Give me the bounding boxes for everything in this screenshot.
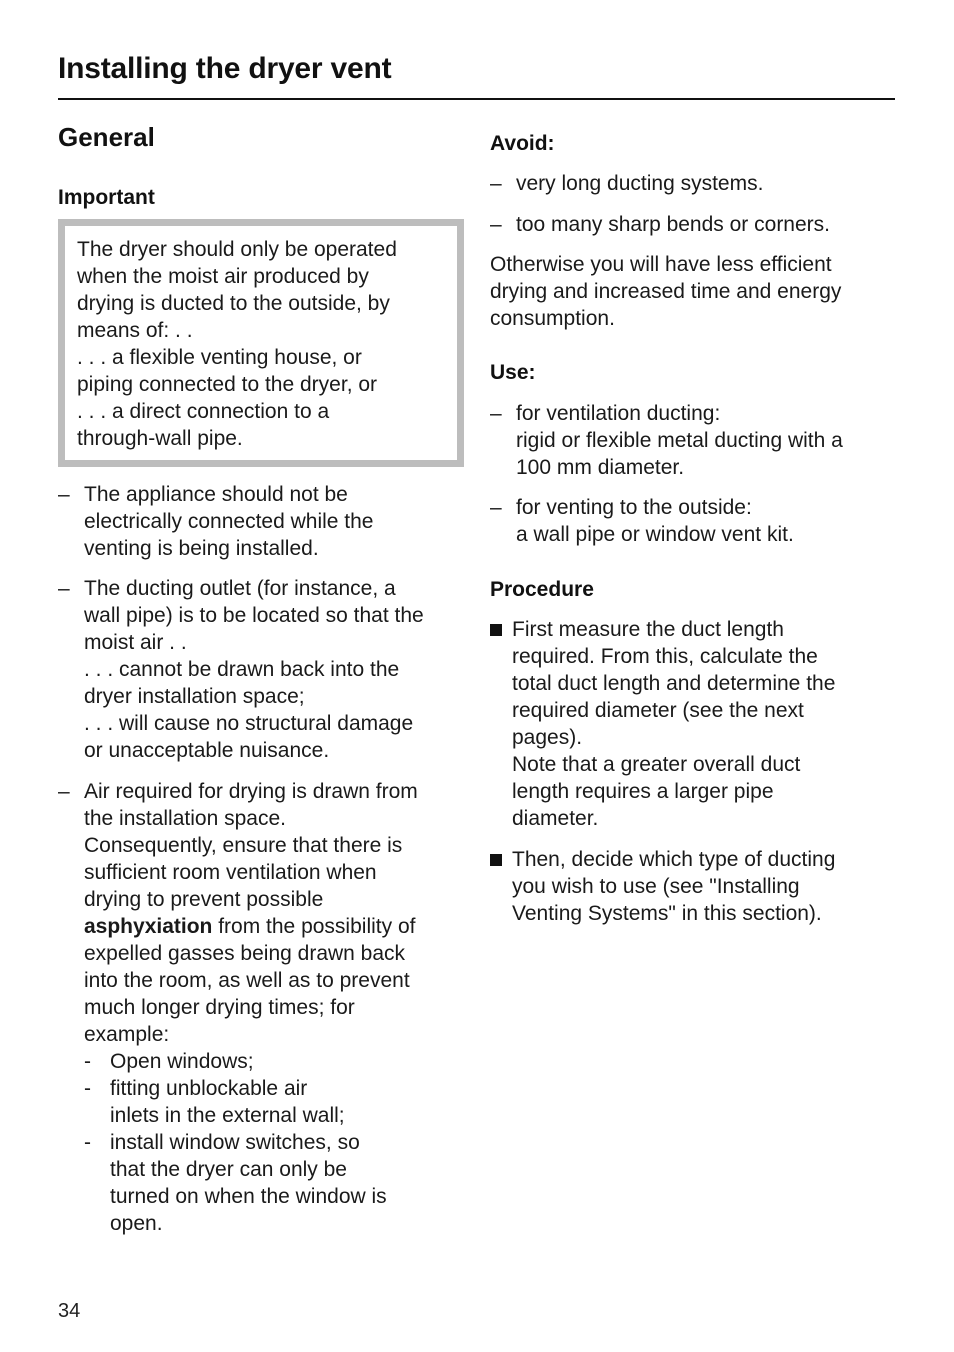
subheading-procedure: Procedure xyxy=(490,578,594,601)
item-line: 100 mm diameter. xyxy=(516,456,685,479)
item-line: The appliance should not be xyxy=(84,483,348,506)
para-line: drying and increased time and energy xyxy=(490,280,842,303)
item-line: sufficient room ventilation when xyxy=(84,861,377,884)
step-line: First measure the duct length xyxy=(512,618,784,641)
item-line: very long ducting systems. xyxy=(516,172,764,195)
sub-dash: - xyxy=(84,1131,91,1154)
list-item xyxy=(490,494,890,548)
sub-line: open. xyxy=(110,1212,163,1235)
list-item xyxy=(58,575,463,764)
box-line: . . . a direct connection to a xyxy=(77,400,330,423)
item-line: expelled gasses being drawn back xyxy=(84,942,406,965)
box-line: means of: . . xyxy=(77,319,193,342)
procedure-step xyxy=(490,616,890,832)
page-title: Installing the dryer vent xyxy=(58,52,392,85)
item-line: a wall pipe or window vent kit. xyxy=(516,523,794,546)
box-line: piping connected to the dryer, or xyxy=(77,373,378,396)
step-line: total duct length and determine the xyxy=(512,672,836,695)
sub-line: install window switches, so xyxy=(110,1131,360,1154)
step-line: Note that a greater overall duct xyxy=(512,753,801,776)
item-line: wall pipe) is to be located so that the xyxy=(84,604,424,627)
dash-marker: – xyxy=(490,402,502,425)
item-line: electrically connected while the xyxy=(84,510,374,533)
item-line-rest: from the possibility of xyxy=(212,915,416,938)
sub-line: Open windows; xyxy=(110,1050,254,1073)
step-line: length requires a larger pipe xyxy=(512,780,774,803)
sub-line: that the dryer can only be xyxy=(110,1158,347,1181)
asphyxiation-bold: asphyxiation xyxy=(84,915,213,938)
item-line: example: xyxy=(84,1023,170,1046)
sub-line: fitting unblockable air xyxy=(110,1077,308,1100)
box-line: through-wall pipe. xyxy=(77,427,243,450)
dash-marker: – xyxy=(58,483,70,506)
dash-marker: – xyxy=(490,172,502,195)
subheading-important: Important xyxy=(58,186,155,209)
item-line: much longer drying times; for xyxy=(84,996,355,1019)
list-item xyxy=(58,481,463,562)
sub-item xyxy=(84,1129,463,1237)
step-line: required diameter (see the next xyxy=(512,699,804,722)
item-line: Consequently, ensure that there is xyxy=(84,834,403,857)
sub-item xyxy=(84,1075,463,1129)
dash-marker: – xyxy=(58,780,70,803)
box-line: The dryer should only be operated xyxy=(77,238,397,261)
item-line: the installation space. xyxy=(84,807,286,830)
item-line: Air required for drying is drawn from xyxy=(84,780,418,803)
step-line: required. From this, calculate the xyxy=(512,645,818,668)
para-line: Otherwise you will have less efficient xyxy=(490,253,832,276)
otherwise-paragraph xyxy=(490,251,890,332)
item-line: . . . will cause no structural damage xyxy=(84,712,414,735)
item-line: into the room, as well as to prevent xyxy=(84,969,410,992)
item-line: moist air . . xyxy=(84,631,187,654)
item-line xyxy=(84,913,463,940)
square-bullet-icon xyxy=(490,846,512,873)
step-line: you wish to use (see "Installing xyxy=(512,875,800,898)
item-line: too many sharp bends or corners. xyxy=(516,213,830,236)
item-line: or unacceptable nuisance. xyxy=(84,739,330,762)
box-line: . . . a flexible venting house, or xyxy=(77,346,362,369)
page-number: 34 xyxy=(58,1300,81,1322)
sub-line: turned on when the window is xyxy=(110,1185,387,1208)
list-item xyxy=(58,778,463,1237)
sub-dash: - xyxy=(84,1077,91,1100)
item-line: venting is being installed. xyxy=(84,537,319,560)
step-line: pages). xyxy=(512,726,583,749)
box-line: drying is ducted to the outside, by xyxy=(77,292,390,315)
sub-dash: - xyxy=(84,1050,91,1073)
sub-line: inlets in the external wall; xyxy=(110,1104,345,1127)
item-line: for ventilation ducting: xyxy=(516,402,721,425)
important-box xyxy=(58,219,464,467)
dash-marker: – xyxy=(490,213,502,236)
list-item xyxy=(490,400,890,481)
item-line: . . . cannot be drawn back into the xyxy=(84,658,400,681)
list-item xyxy=(490,170,890,197)
step-line: Venting Systems" in this section). xyxy=(512,902,822,925)
step-line: Then, decide which type of ducting xyxy=(512,848,836,871)
sub-item xyxy=(84,1048,463,1075)
box-line: when the moist air produced by xyxy=(77,265,369,288)
subheading-use: Use: xyxy=(490,361,536,384)
procedure-step xyxy=(490,846,890,927)
item-line: for venting to the outside: xyxy=(516,496,752,519)
list-item xyxy=(490,211,890,238)
dash-marker: – xyxy=(490,496,502,519)
item-line: The ducting outlet (for instance, a xyxy=(84,577,396,600)
item-line: rigid or flexible metal ducting with a xyxy=(516,429,843,452)
title-rule xyxy=(58,98,895,100)
step-line: diameter. xyxy=(512,807,599,830)
subheading-avoid: Avoid: xyxy=(490,132,555,155)
para-line: consumption. xyxy=(490,307,615,330)
dash-marker: – xyxy=(58,577,70,600)
item-line: dryer installation space; xyxy=(84,685,305,708)
square-bullet-icon xyxy=(490,616,512,643)
item-line: drying to prevent possible xyxy=(84,888,324,911)
section-heading-general: General xyxy=(58,122,155,152)
